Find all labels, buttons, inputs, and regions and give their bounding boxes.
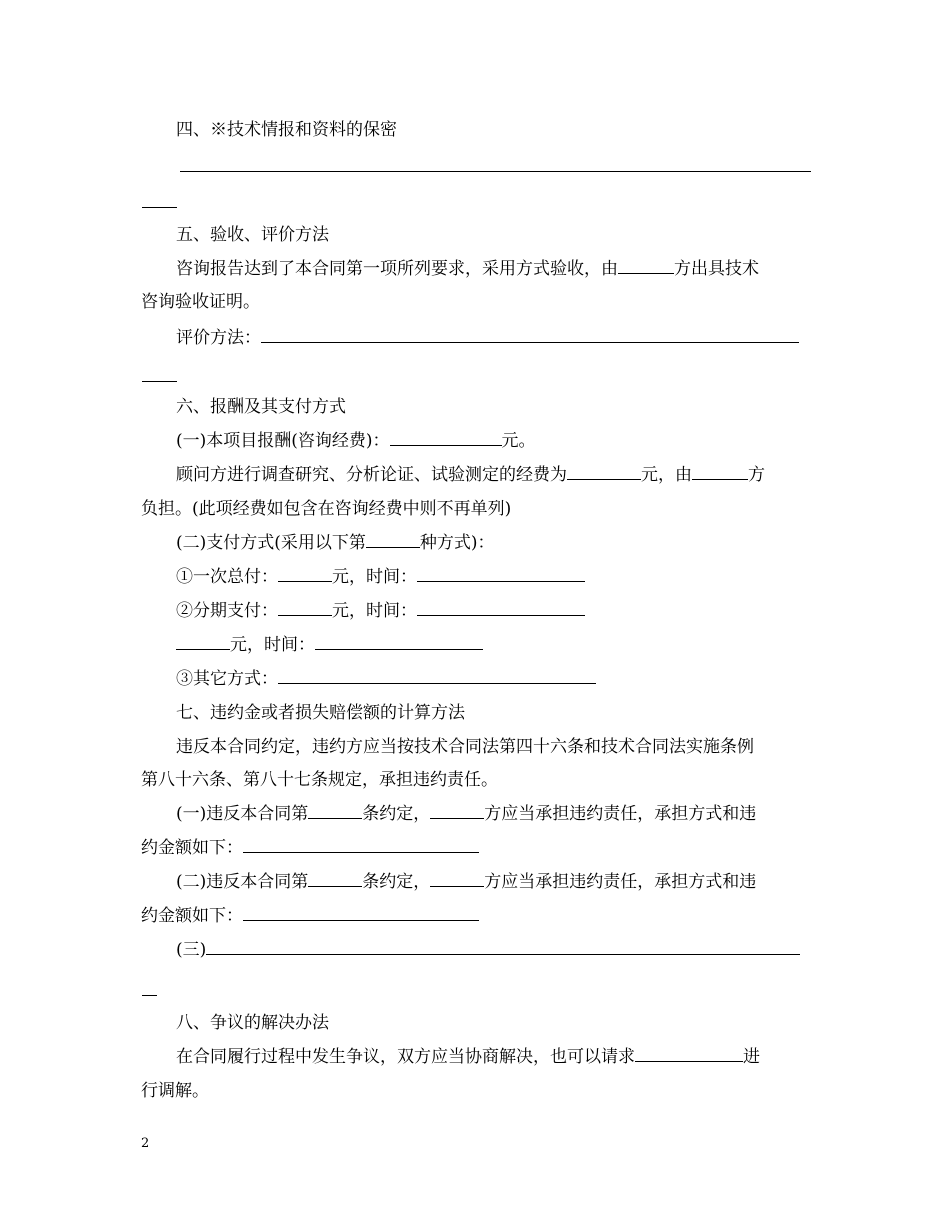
blank bbox=[618, 257, 674, 274]
payment-option-3 bbox=[176, 667, 596, 691]
blank bbox=[278, 599, 332, 616]
paragraph-cont: 第八十六条、第八十七条规定，承担违约责任。 bbox=[141, 770, 498, 790]
section-5-title: 五、验收、评价方法 bbox=[176, 225, 329, 245]
text: 方 bbox=[748, 465, 765, 485]
text: 条约定， bbox=[362, 804, 431, 824]
paragraph bbox=[176, 429, 536, 453]
blank-line bbox=[142, 995, 157, 996]
payment-option-2-installment bbox=[176, 633, 483, 657]
paragraph-cont bbox=[141, 836, 479, 860]
payment-option-2 bbox=[176, 599, 585, 623]
blank bbox=[417, 599, 585, 616]
blank bbox=[308, 802, 362, 819]
paragraph-cont: 咨询验收证明。 bbox=[141, 292, 260, 312]
text: (一)违反本合同第 bbox=[176, 804, 309, 824]
blank bbox=[390, 429, 502, 446]
blank bbox=[243, 836, 479, 853]
text: 元，时间： bbox=[332, 601, 417, 621]
paragraph bbox=[176, 802, 756, 826]
text: 条约定， bbox=[362, 872, 431, 892]
payment-option-1 bbox=[176, 565, 585, 589]
text: 方应当承担违约责任，承担方式和违 bbox=[484, 804, 757, 824]
blank bbox=[261, 326, 799, 343]
text: 方应当承担违约责任，承担方式和违 bbox=[484, 872, 757, 892]
text: 约金额如下： bbox=[141, 838, 243, 858]
text: ①一次总付： bbox=[176, 567, 278, 587]
text: (一)本项目报酬(咨询经费)： bbox=[176, 431, 390, 451]
blank bbox=[366, 531, 420, 548]
text: (二)违反本合同第 bbox=[176, 872, 309, 892]
paragraph bbox=[176, 870, 756, 894]
paragraph-cont bbox=[141, 904, 479, 928]
text: 咨询报告达到了本合同第一项所列要求，采用方式验收，由 bbox=[176, 259, 618, 279]
label: 评价方法： bbox=[176, 328, 261, 348]
blank bbox=[567, 463, 641, 480]
text: 在合同履行过程中发生争议，双方应当协商解决，也可以请求 bbox=[176, 1047, 635, 1067]
blank bbox=[417, 565, 585, 582]
paragraph bbox=[176, 1045, 760, 1069]
text: (二)支付方式(采用以下第 bbox=[176, 533, 366, 553]
blank bbox=[315, 633, 483, 650]
paragraph: 违反本合同约定，违约方应当按技术合同法第四十六条和技术合同法实施条例 bbox=[176, 737, 754, 757]
text: 元，由 bbox=[641, 465, 692, 485]
text: 方出具技术 bbox=[674, 259, 759, 279]
blank bbox=[278, 565, 332, 582]
blank bbox=[692, 463, 748, 480]
blank bbox=[176, 633, 230, 650]
blank bbox=[243, 904, 479, 921]
paragraph bbox=[176, 463, 765, 487]
blank-line bbox=[142, 207, 177, 208]
text: ③其它方式： bbox=[176, 669, 278, 689]
paragraph bbox=[176, 938, 800, 962]
blank bbox=[430, 870, 484, 887]
blank bbox=[278, 667, 596, 684]
paragraph bbox=[176, 257, 759, 281]
text: 顾问方进行调查研究、分析论证、试验测定的经费为 bbox=[176, 465, 567, 485]
blank bbox=[206, 938, 800, 955]
page-number: 2 bbox=[141, 1136, 150, 1151]
paragraph-cont: 负担。(此项经费如包含在咨询经费中则不再单列) bbox=[141, 499, 512, 519]
blank bbox=[308, 870, 362, 887]
section-6-title: 六、报酬及其支付方式 bbox=[176, 397, 346, 417]
text: 元，时间： bbox=[230, 635, 315, 655]
blank bbox=[430, 802, 484, 819]
blank-line bbox=[180, 171, 811, 172]
blank-line bbox=[142, 381, 177, 382]
section-8-title: 八、争议的解决办法 bbox=[176, 1013, 329, 1033]
text: 种方式)： bbox=[419, 533, 495, 553]
paragraph-cont: 行调解。 bbox=[141, 1081, 209, 1101]
text: (三) bbox=[176, 940, 207, 960]
text: 元，时间： bbox=[332, 567, 417, 587]
blank bbox=[635, 1045, 743, 1062]
section-4-title: 四、※技术情报和资料的保密 bbox=[176, 120, 397, 140]
evaluation-method bbox=[176, 326, 799, 350]
text: 约金额如下： bbox=[141, 906, 243, 926]
text: ②分期支付： bbox=[176, 601, 278, 621]
paragraph bbox=[176, 531, 495, 555]
section-7-title: 七、违约金或者损失赔偿额的计算方法 bbox=[176, 703, 465, 723]
text: 元。 bbox=[501, 431, 536, 451]
text: 进 bbox=[743, 1047, 760, 1067]
